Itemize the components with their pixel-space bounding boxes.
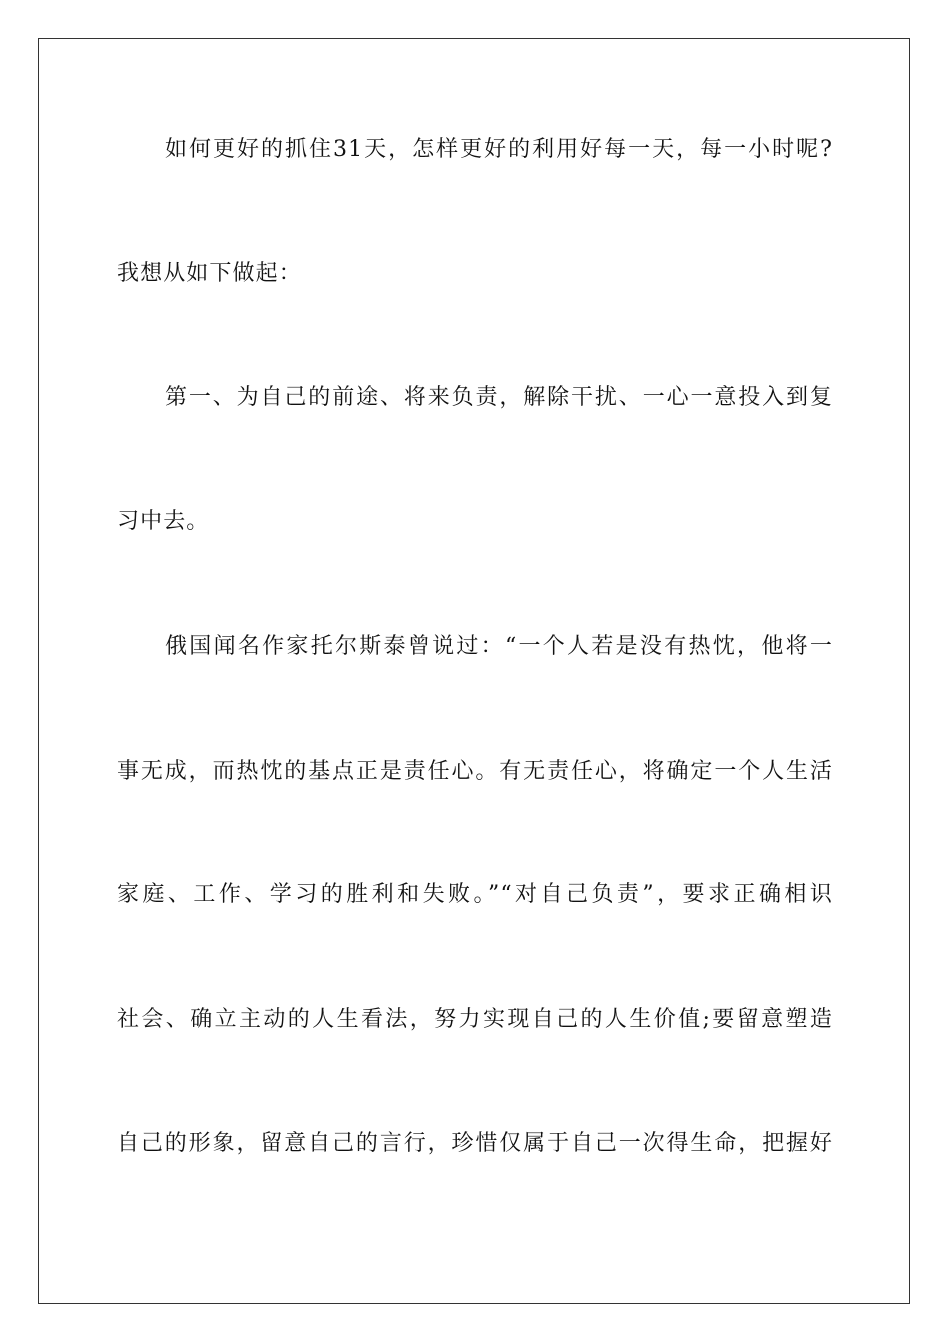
page-border (38, 38, 910, 1304)
paragraph-line-7: 家庭、工作、学习的胜利和失败。”“对自己负责”，要求正确相识 (117, 882, 833, 907)
paragraph-line-9: 自己的形象，留意自己的言行，珍惜仅属于自己一次得生命，把握好 (117, 1131, 833, 1156)
paragraph-line-2: 我想从如下做起： (117, 261, 302, 286)
paragraph-line-4: 习中去。 (117, 509, 210, 534)
paragraph-line-1: 如何更好的抓住31天，怎样更好的利用好每一天，每一小时呢? (165, 137, 833, 162)
paragraph-line-5: 俄国闻名作家托尔斯泰曾说过：“一个人若是没有热忱，他将一 (165, 634, 833, 659)
paragraph-line-3: 第一、为自己的前途、将来负责，解除干扰、一心一意投入到复 (165, 385, 833, 410)
paragraph-line-6: 事无成，而热忱的基点正是责任心。有无责任心，将确定一个人生活 (117, 759, 833, 784)
paragraph-line-8: 社会、确立主动的人生看法，努力实现自己的人生价值;要留意塑造 (117, 1007, 833, 1032)
